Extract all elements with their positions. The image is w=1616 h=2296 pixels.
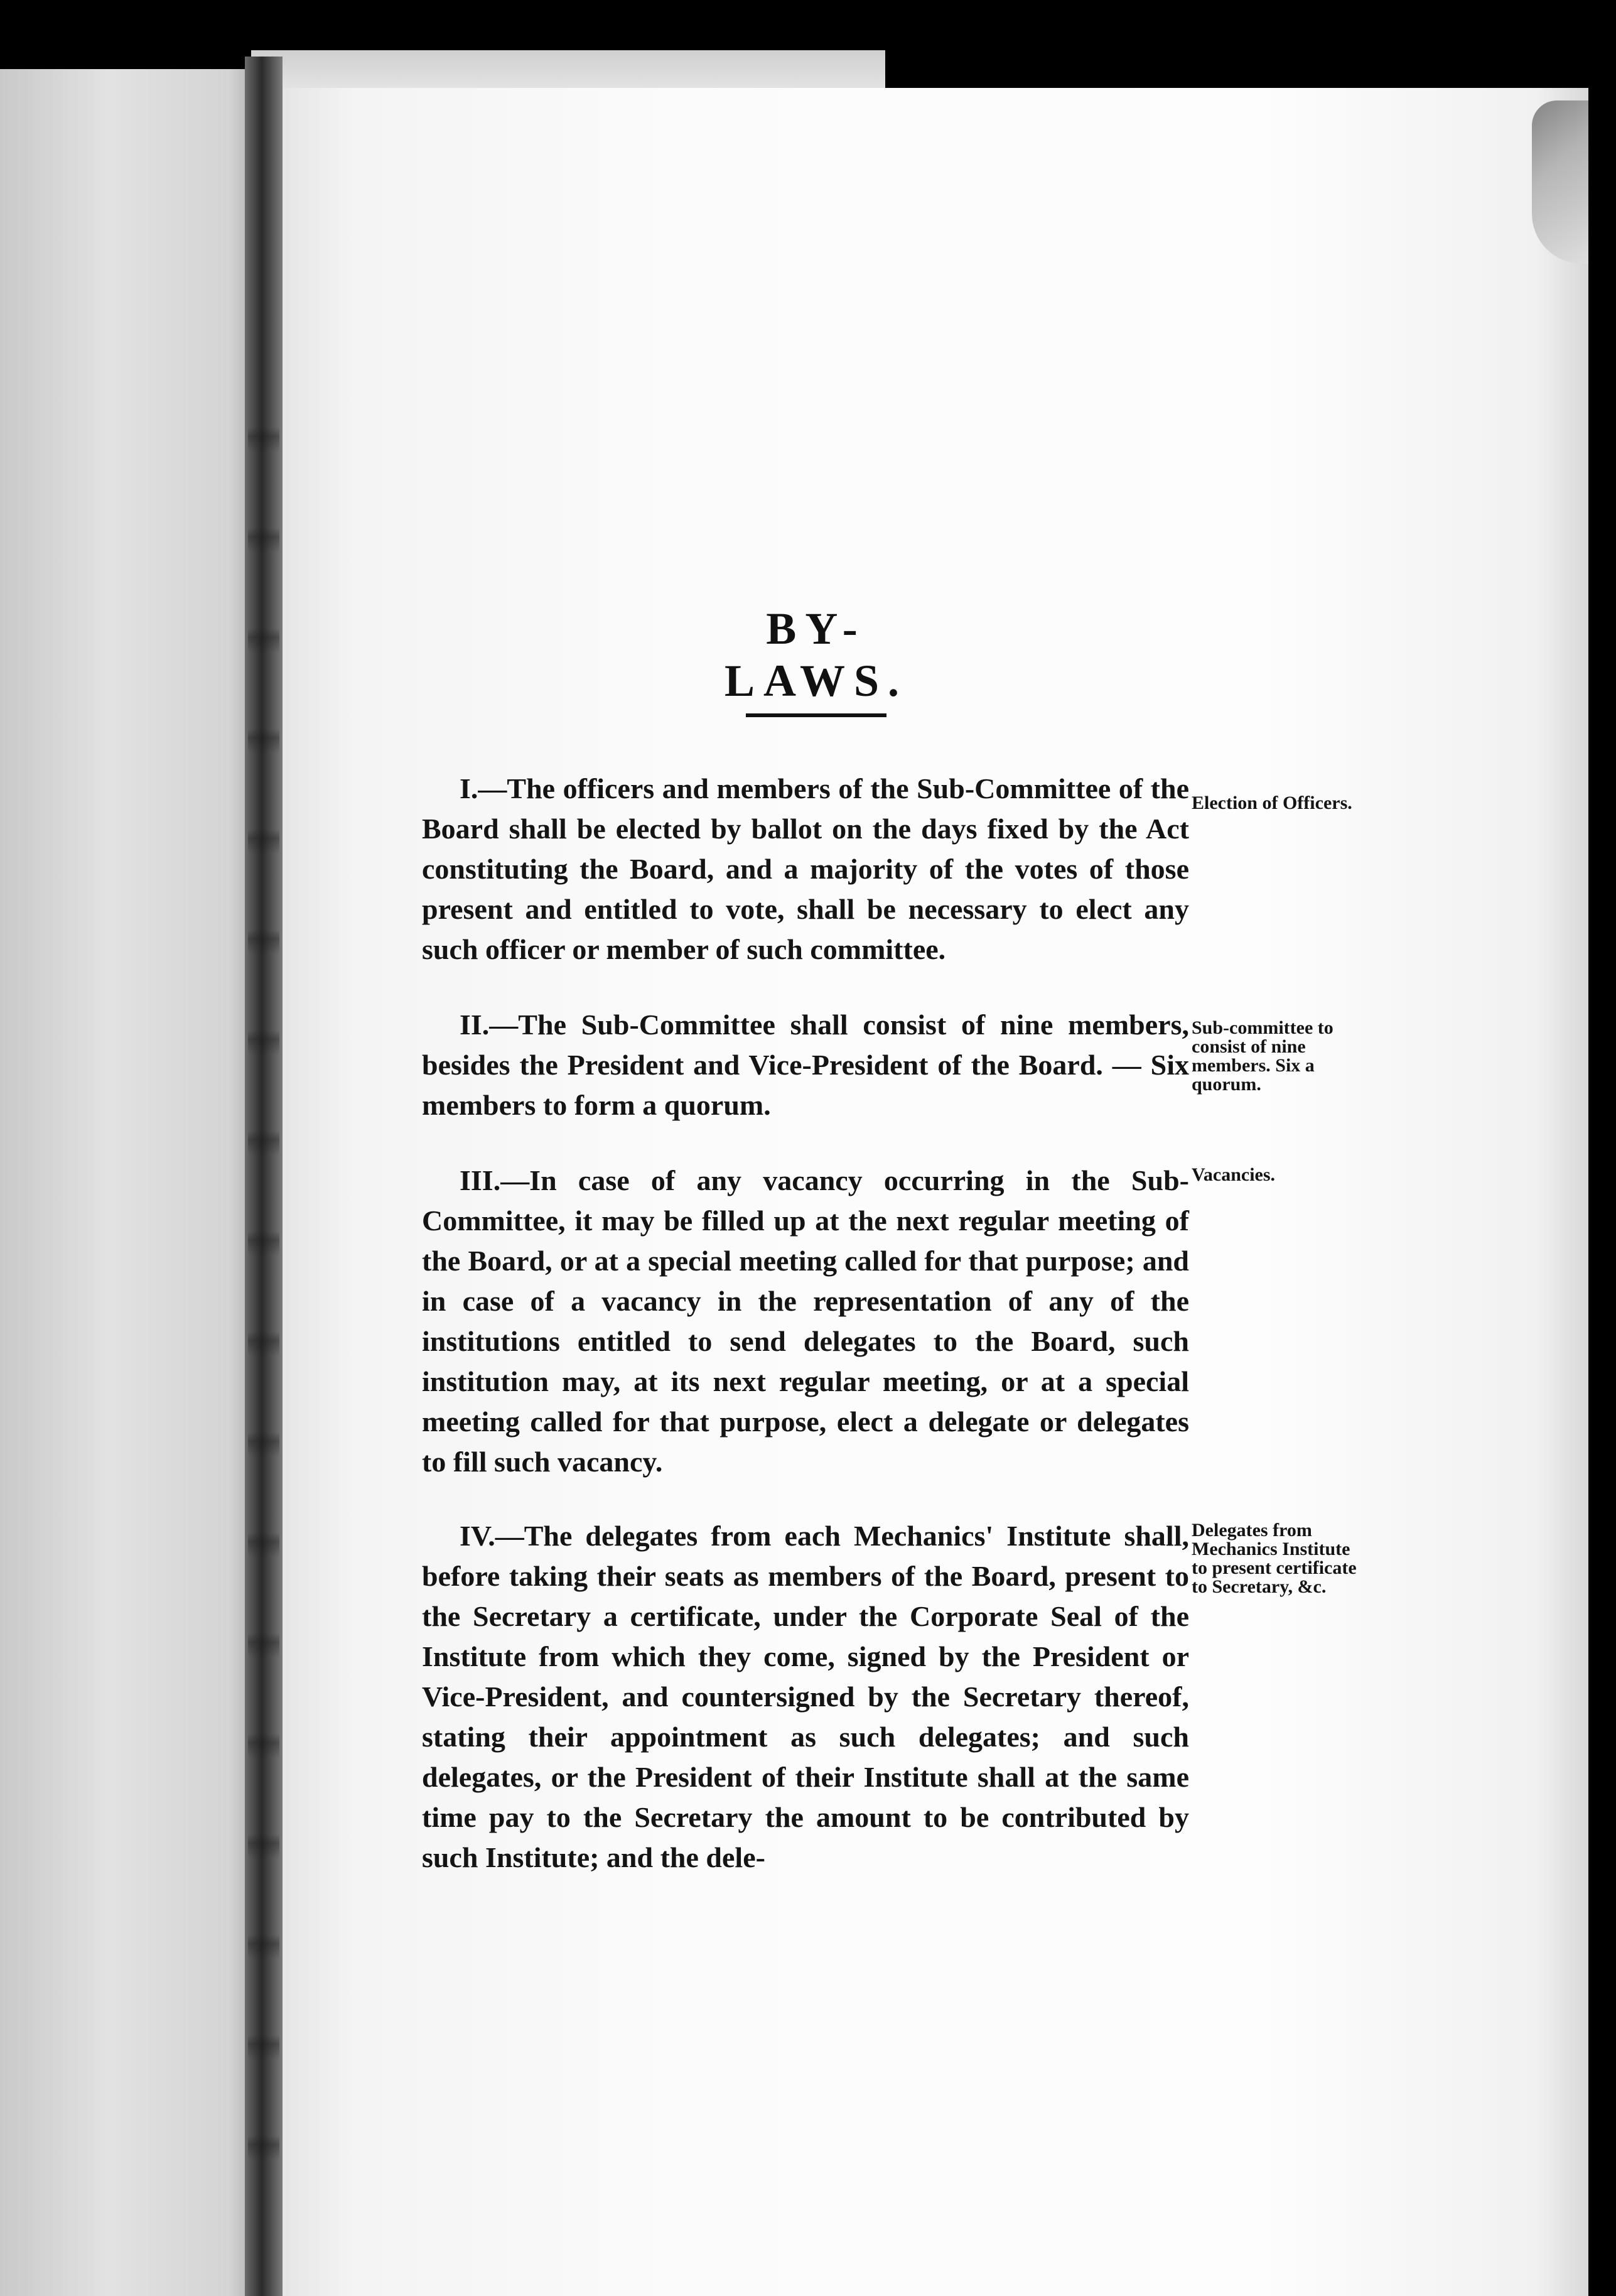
page-title: BY-LAWS. (724, 604, 908, 706)
bylaw-paragraph-3: III.—In case of any vacancy occurring in the Sub-Committee, it may be filled up at the next regular meeting of the Board, or at a special meeting called for that purpose; and in case of a vacancy in the representation of any of the institutions entitled to send delegates to the Board, such institution may, at its next regular meeting, or at a special meeting called for that purpose, elect a delegate or delegates to fill such vacancy. (422, 1164, 1189, 1478)
margin-note-2: Sub-committee to consist of nine members. Six a quorum. (1192, 1017, 1333, 1095)
margin-note-3: Vacancies. (1192, 1164, 1276, 1185)
facing-page (0, 69, 270, 2296)
bylaw-paragraph-2: II.—The Sub-Committee shall consist of nine members, besides the President and Vice-President of the Board. — Six members to form a quorum. (422, 1009, 1189, 1121)
margin-note-1: Election of Officers. (1192, 793, 1352, 813)
page-corner-fold (1532, 100, 1588, 264)
bylaw-paragraph-4: IV.—The delegates from each Mechanics' Institute shall, before taking their seats as members of the Board, present to the Secretary a certificate, under the Corporate Seal of the Institute from which they come, signed by the President or Vice-President, and countersigned by the Secretary thereof, stating their appointment as such delegates; and such delegates, or the President of their Institute shall at the same time pay to the Secretary the amount to be contributed by such Institute; and the dele- (422, 1520, 1189, 1873)
title-rule (746, 713, 886, 717)
bylaw-paragraph-1: I.—The officers and members of the Sub-Committee of the Board shall be elected by ballot on the days fixed by the Act constituting the Board, and a majority of the votes of those present and entitled to vote, shall be necessary to elect any such officer or member of such committee. (422, 772, 1189, 965)
margin-note-4: Delegates from Mechanics Institute to present certificate to Secretary, &c. (1192, 1520, 1357, 1597)
spine-handwriting (248, 352, 279, 2236)
